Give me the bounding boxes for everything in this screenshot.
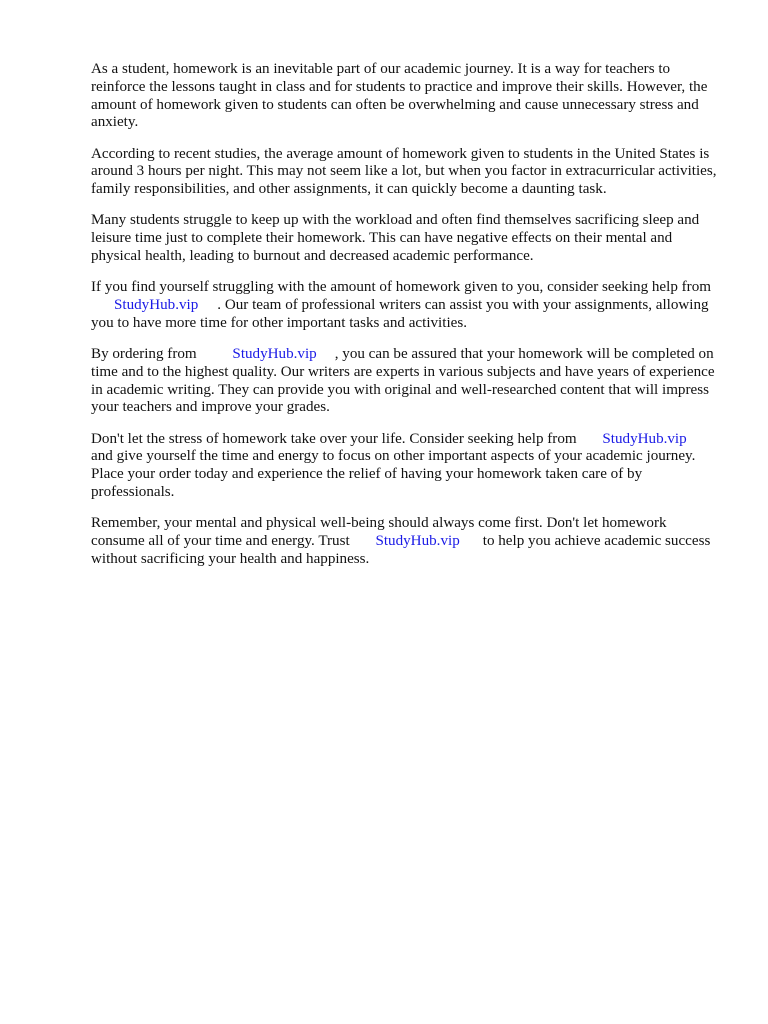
paragraph-text: and give yourself the time and energy to focus on other important aspects of your academic journey. Place your order today and experience the relief of having your homework taken care of by professionals. <box>91 448 696 500</box>
paragraph-text: . Our team of professional writers can assist you with your assignments, allowing you to have more time for other important tasks and activities. <box>91 296 709 331</box>
studyhub-link[interactable]: StudyHub.vip <box>375 532 460 549</box>
paragraph-text: Don't let the stress of homework take over your life. Consider seeking help from <box>91 430 577 447</box>
paragraph-seek-help <box>91 279 721 332</box>
paragraph-statistics: According to recent studies, the average amount of homework given to students in the United States is around 3 hours per night. This may not seem like a lot, but when you factor in extracurricular activities, family responsibilities, and other assignments, it can quickly become a daunting task. <box>91 145 717 198</box>
paragraph-text: By ordering from <box>91 345 197 362</box>
studyhub-link[interactable]: StudyHub.vip <box>114 296 199 313</box>
studyhub-link[interactable]: StudyHub.vip <box>232 345 317 362</box>
paragraph-text: to help you achieve academic success without sacrificing your health and happiness. <box>91 532 711 567</box>
studyhub-link[interactable]: StudyHub.vip <box>602 430 687 447</box>
paragraph-remember <box>91 515 721 568</box>
paragraph-stress <box>91 431 721 502</box>
paragraph-ordering <box>91 346 721 417</box>
paragraph-struggle: Many students struggle to keep up with the workload and often find themselves sacrificing sleep and leisure time just to complete their homework. This can have negative effects on their mental and physical health, leading to burnout and decreased academic performance. <box>91 212 700 264</box>
paragraph-intro: As a student, homework is an inevitable part of our academic journey. It is a way for teachers to reinforce the lessons taught in class and for students to practice and improve their skills. However, the amount of homework given to students can often be overwhelming and cause unnecessary stress and anxiety. <box>91 61 708 131</box>
paragraph-text: , you can be assured that your homework will be completed on time and to the highest quality. Our writers are experts in various subjects and have years of experience in academic writing. They can provide you with original and well-researched content that will impress your teachers and improve your grades. <box>91 345 715 416</box>
paragraph-text: If you find yourself struggling with the amount of homework given to you, consider seeking help from <box>91 279 711 296</box>
paragraph-text: Remember, your mental and physical well-being should always come first. Don't let homework consume all of your time and energy. Trust <box>91 515 667 549</box>
document-page <box>91 61 721 582</box>
